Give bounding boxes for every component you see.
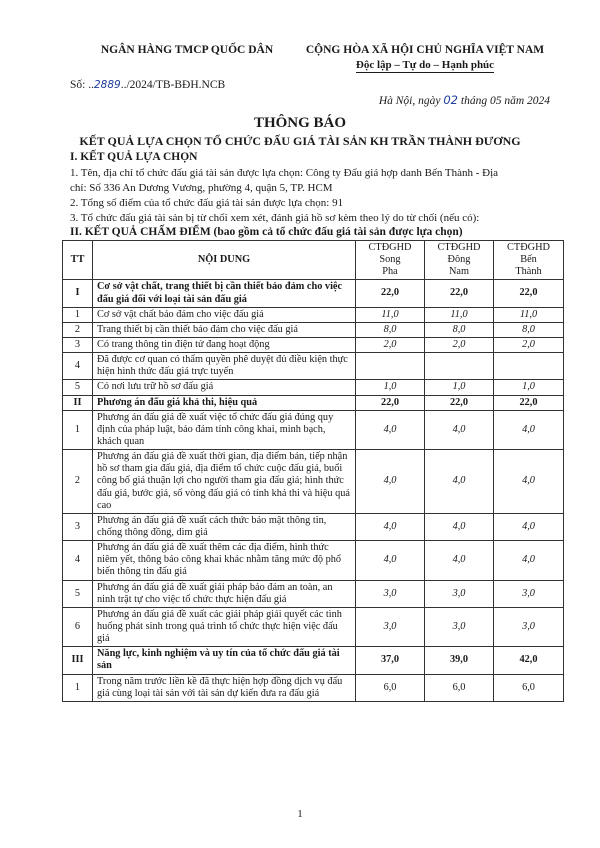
- table-row: 2 Trang thiết bị cần thiết bảo đảm cho việc đấu giá 8,0 8,0 8,0: [63, 322, 564, 337]
- table-row: 4 Đã được cơ quan có thẩm quyền phê duyệt đủ điều kiện thực hiện hình thức đấu giá trực tuyến: [63, 353, 564, 380]
- national-header: [290, 44, 560, 73]
- section-1-line-2: 2. Tổng số điểm của tổ chức đấu giá tài sản được lựa chọn: 91: [70, 197, 344, 209]
- table-row: 1 Cơ sở vật chất bảo đảm cho việc đấu giá 11,0 11,0 11,0: [63, 307, 564, 322]
- section-1-heading: I. KẾT QUẢ LỰA CHỌN: [70, 151, 198, 163]
- table-row: I Cơ sở vật chất, trang thiết bị cần thiết bảo đảm cho việc đấu giá đối với loại tài sản đấu giá 22,0 22,0 22,0: [63, 280, 564, 307]
- column-header-song-pha: CTĐGHD Song Pha: [356, 241, 425, 280]
- org-name: NGÂN HÀNG TMCP QUỐC DÂN: [100, 44, 274, 56]
- handwritten-number: 2889: [93, 79, 121, 91]
- issuing-organization: [82, 44, 292, 56]
- document-title: THÔNG BÁO: [253, 115, 347, 131]
- country-name: CỘNG HÒA XÃ HỘI CHỦ NGHĨA VIỆT NAM: [305, 44, 545, 56]
- document-number: Số: ..2889../2024/TB-BĐH.NCB: [70, 79, 226, 91]
- table-row: 5 Phương án đấu giá đề xuất giải pháp bảo đảm an toàn, an ninh trật tự cho việc tổ chức thực hiện đấu giá 3,0 3,0 3,0: [63, 580, 564, 607]
- handwritten-day: 02: [443, 93, 458, 107]
- section-1-line-1b: chỉ: Số 336 An Dương Vương, phường 4, quận 5, TP. HCM: [70, 182, 333, 194]
- section-1-line-1a: 1. Tên, địa chỉ tổ chức đấu giá tài sản được lựa chọn: Công ty Đấu giá hợp danh Bến Thành - Địa: [70, 167, 499, 179]
- document-subtitle: KẾT QUẢ LỰA CHỌN TỔ CHỨC ĐẤU GIÁ TÀI SẢN KH TRẦN THÀNH ĐƯƠNG: [79, 134, 521, 148]
- section-2-heading: II. KẾT QUẢ CHẤM ĐIỂM (bao gồm cả tổ chức đấu giá tài sản được lựa chọn): [70, 226, 463, 238]
- column-header-ben-thanh: CTĐGHD Bến Thành: [494, 241, 564, 280]
- document-date: Hà Nội, ngày 02 tháng 05 năm 2024: [378, 93, 550, 107]
- table-row: 3 Phương án đấu giá đề xuất cách thức bảo mật thông tin, chống thông đồng, dìm giá 4,0 4,0 4,0: [63, 513, 564, 540]
- table-row: 1 Trong năm trước liền kề đã thực hiện hợp đồng dịch vụ đấu giá cùng loại tài sản với tài sản dự kiến đưa ra đấu giá 6,0 6,0 6,0: [63, 674, 564, 701]
- table-row: III Năng lực, kinh nghiệm và uy tín của tổ chức đấu giá tài sản 37,0 39,0 42,0: [63, 647, 564, 674]
- table-row: 4 Phương án đấu giá đề xuất thêm các địa điểm, hình thức niêm yết, thông báo công khai khác nhằm tăng mức độ phổ biến thông tin đấu giá 4,0 4,0 4,0: [63, 541, 564, 580]
- score-table: [62, 240, 564, 702]
- column-header-dong-nam: CTĐGHD Đông Nam: [425, 241, 494, 280]
- column-header-content: NỘI DUNG: [93, 241, 356, 280]
- table-row: 2 Phương án đấu giá đề xuất thời gian, địa điểm bán, tiếp nhận hồ sơ tham gia đấu giá, địa điểm tổ chức cuộc đấu giá, buổi công bố giá thuận lợi cho người tham gia đấu giá; hình thức đấu giá, bước giá, số vòng đấu giá có tính khả thi và hiệu quả cao 4,0 4,0 4,0: [63, 450, 564, 514]
- column-header-tt: TT: [63, 241, 93, 280]
- table-header-row: [63, 241, 564, 280]
- table-row: 3 Có trang thông tin điện tử đang hoạt động 2,0 2,0 2,0: [63, 337, 564, 352]
- page-number: 1: [297, 808, 303, 820]
- section-1-line-3: 3. Tổ chức đấu giá tài sản bị từ chối xem xét, đánh giá hồ sơ kèm theo lý do từ chối (nếu có):: [70, 212, 480, 224]
- table-row: 5 Có nơi lưu trữ hồ sơ đấu giá 1,0 1,0 1,0: [63, 380, 564, 395]
- motto: Độc lập – Tự do – Hạnh phúc: [355, 59, 495, 71]
- table-row: 1 Phương án đấu giá đề xuất việc tổ chức đấu giá đúng quy định của pháp luật, bảo đảm tính công khai, minh bạch, khách quan 4,0 4,0 4,0: [63, 410, 564, 449]
- table-row: II Phương án đấu giá khả thi, hiệu quả 22,0 22,0 22,0: [63, 395, 564, 410]
- table-row: 6 Phương án đấu giá đề xuất các giải pháp giải quyết các tình huống phát sinh trong quá trình tổ chức thực hiện việc đấu giá 3,0 3,0 3,0: [63, 607, 564, 646]
